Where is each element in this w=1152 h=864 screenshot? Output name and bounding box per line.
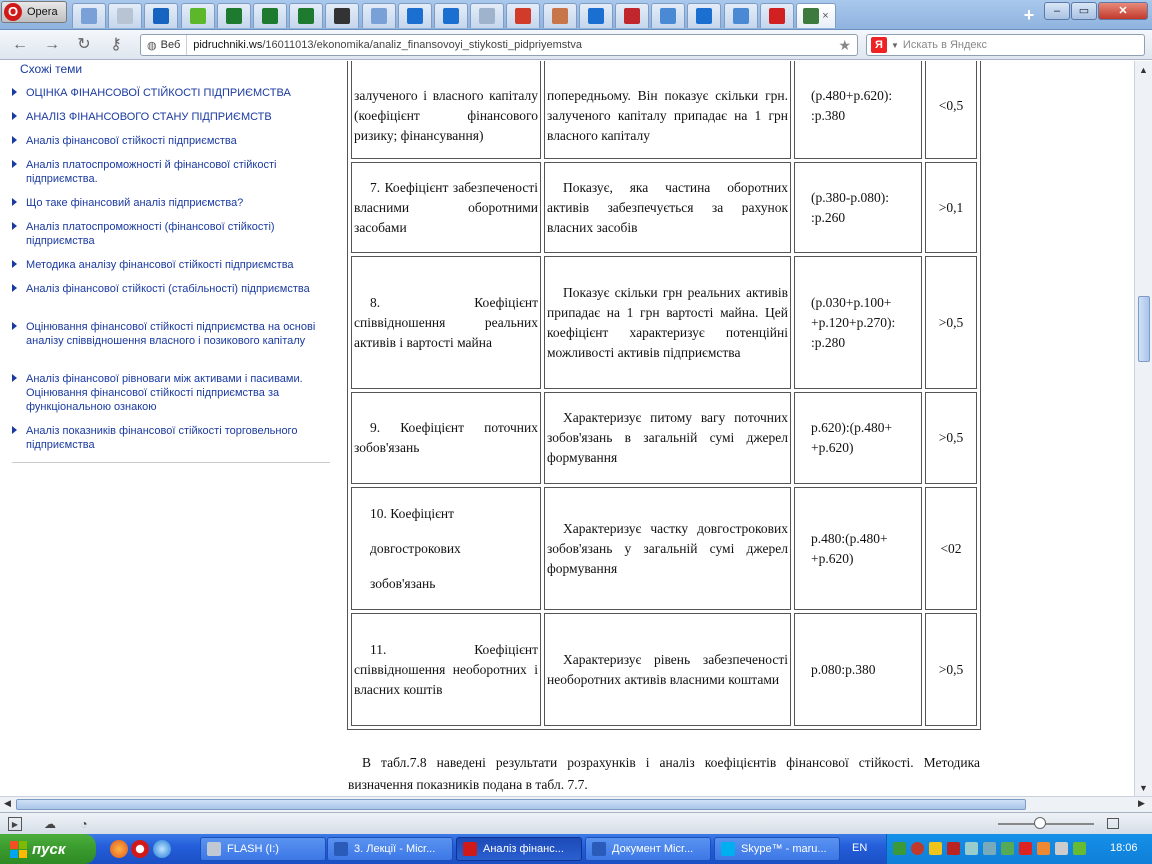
key-icon[interactable]: ⚷ bbox=[110, 36, 122, 53]
tab-bar bbox=[0, 0, 1152, 30]
yandex-icon: Я bbox=[871, 37, 887, 53]
related-topic-label: АНАЛІЗ ФІНАНСОВОГО СТАНУ ПІДПРИЄМСТВ bbox=[26, 111, 272, 123]
url-field[interactable] bbox=[140, 34, 858, 56]
related-topic-label: Що таке фінансовий аналіз підприємства? bbox=[26, 197, 244, 209]
google-icon bbox=[733, 8, 749, 24]
related-topic-link[interactable] bbox=[12, 372, 332, 414]
sidebar-divider bbox=[12, 462, 330, 463]
system-tray bbox=[886, 834, 1152, 864]
related-topic-link[interactable] bbox=[12, 282, 332, 296]
browser-tab[interactable] bbox=[543, 3, 577, 28]
search-field[interactable] bbox=[866, 34, 1145, 56]
taskbar-window-button[interactable] bbox=[585, 837, 711, 861]
table-row bbox=[351, 256, 977, 389]
internet-explorer-icon[interactable] bbox=[153, 840, 171, 858]
tools-icon bbox=[262, 8, 278, 24]
new-tab-plus-icon[interactable]: + bbox=[1023, 5, 1035, 25]
browser-tab[interactable] bbox=[651, 3, 685, 28]
formula-line: (р.030+р.100+ +р.120+р.270): :р.280 bbox=[811, 294, 896, 350]
name-line: 10. Коефіцієнт bbox=[370, 506, 455, 521]
speed-dial-icon[interactable]: ◔ bbox=[80, 817, 88, 831]
page-content bbox=[0, 61, 1134, 796]
search-placeholder: Искать в Яндекс bbox=[902, 39, 987, 51]
bullet-arrow-icon bbox=[12, 426, 17, 434]
info-icon bbox=[153, 8, 169, 24]
tray-app-icon[interactable] bbox=[1001, 842, 1014, 855]
table-cell-formula bbox=[794, 487, 922, 610]
tools-icon bbox=[226, 8, 242, 24]
window-title: FLASH (I:) bbox=[227, 843, 279, 855]
es-icon bbox=[660, 8, 676, 24]
window-title: Документ Micr... bbox=[612, 843, 694, 855]
window-app-icon bbox=[721, 842, 735, 856]
table-cell-formula bbox=[794, 61, 922, 159]
table-cell-description: Характеризує питому вагу поточних зобов'язань в загальній сумі джерел формування bbox=[544, 392, 791, 484]
name-line: зобов'язань bbox=[370, 576, 436, 591]
table-cell-description: Характеризує рівень забезпеченості необоротних активів власними коштами bbox=[544, 613, 791, 726]
page-icon bbox=[81, 8, 97, 24]
horizontal-scroll-thumb[interactable] bbox=[16, 799, 1026, 810]
browser-tab[interactable] bbox=[579, 3, 613, 28]
browser-tab[interactable] bbox=[289, 3, 323, 28]
bullet-arrow-icon bbox=[12, 136, 17, 144]
table-cell-description: Характеризує частку довгострокових зобов'язань у загальній сумі джерел формування bbox=[544, 487, 791, 610]
related-topic-label: Аналіз фінансової стійкості підприємства bbox=[26, 135, 237, 147]
x-icon bbox=[769, 8, 785, 24]
table-cell-name bbox=[351, 487, 541, 610]
related-topic-label: ОЦІНКА ФІНАНСОВОЇ СТІЙКОСТІ ПІДПРИЄМСТВА bbox=[26, 87, 291, 99]
window-app-icon bbox=[592, 842, 606, 856]
cloud-icon[interactable]: ☁ bbox=[44, 817, 56, 831]
bullet-arrow-icon bbox=[12, 112, 17, 120]
table-cell-norm: <02 bbox=[925, 487, 977, 610]
table-row bbox=[351, 61, 977, 159]
tray-network-icon[interactable] bbox=[965, 842, 978, 855]
related-topic-label: Аналіз показників фінансової стійкості торговельного підприємства bbox=[26, 425, 298, 451]
table-cell-description: Показує скільки грн реальних активів припадає на 1 грн вартості майна. Цей коефіцієнт характеризує потенційні можливості активів підприємства bbox=[544, 256, 791, 389]
browser-tab[interactable] bbox=[724, 3, 758, 28]
search-dropdown-icon[interactable]: ▼ bbox=[891, 40, 899, 50]
browser-tab[interactable] bbox=[687, 3, 721, 28]
bullet-arrow-icon bbox=[12, 88, 17, 96]
scroll-left-icon[interactable]: ◀ bbox=[4, 798, 11, 808]
browser-tab[interactable] bbox=[144, 3, 178, 28]
vertical-scrollbar[interactable] bbox=[1134, 61, 1152, 796]
related-topic-link[interactable] bbox=[12, 134, 332, 148]
upload-icon bbox=[696, 8, 712, 24]
browser-tab[interactable] bbox=[72, 3, 106, 28]
opera-logo-icon: O bbox=[4, 3, 22, 21]
forward-arrow-icon[interactable]: → bbox=[44, 36, 60, 53]
address-bar bbox=[0, 30, 1152, 60]
table-cell-formula bbox=[794, 613, 922, 726]
table-cell-formula bbox=[794, 162, 922, 253]
table-row bbox=[351, 392, 977, 484]
tab-close-icon[interactable]: × bbox=[822, 10, 829, 22]
related-topic-label: Методика аналізу фінансової стійкості підприємства bbox=[26, 259, 294, 271]
browser-tab[interactable] bbox=[615, 3, 649, 28]
logo-icon bbox=[515, 8, 531, 24]
taskbar-window-button[interactable] bbox=[327, 837, 453, 861]
related-topic-label: Аналіз платоспроможності й фінансової стійкості підприємства. bbox=[26, 159, 277, 185]
window-app-icon bbox=[463, 842, 477, 856]
vertical-scroll-thumb[interactable] bbox=[1138, 296, 1150, 362]
tray-nvidia-icon[interactable] bbox=[1073, 842, 1086, 855]
related-topic-link[interactable] bbox=[12, 196, 332, 210]
upload-icon bbox=[407, 8, 423, 24]
reload-icon[interactable]: ↻ bbox=[77, 36, 91, 53]
browser-tab[interactable] bbox=[760, 3, 794, 28]
table-cell-name: 9. Коефіцієнт поточних зобов'язань bbox=[351, 392, 541, 484]
upload-icon bbox=[588, 8, 604, 24]
windows-logo-icon bbox=[10, 841, 26, 857]
table-row bbox=[351, 613, 977, 726]
globe-icon: ◍ bbox=[147, 39, 157, 52]
related-topic-link[interactable] bbox=[12, 424, 332, 452]
tray-pdf-icon[interactable] bbox=[947, 842, 960, 855]
browser-tab[interactable] bbox=[181, 3, 215, 28]
status-bar bbox=[0, 812, 1152, 834]
scroll-right-icon[interactable]: ▶ bbox=[1138, 798, 1145, 808]
horizontal-scrollbar[interactable] bbox=[0, 796, 1152, 812]
web-label: Веб bbox=[160, 39, 181, 51]
browser-tab[interactable] bbox=[362, 3, 396, 28]
start-button[interactable] bbox=[0, 834, 96, 864]
table-cell-norm: >0,5 bbox=[925, 256, 977, 389]
panel-toggle-icon[interactable]: ▶ bbox=[8, 817, 22, 831]
related-topics-title: Схожі теми bbox=[20, 62, 83, 76]
name-line: довгострокових bbox=[370, 541, 461, 556]
tray-volume-icon[interactable] bbox=[1055, 842, 1068, 855]
window-app-icon bbox=[334, 842, 348, 856]
tray-antivirus-icon[interactable] bbox=[911, 842, 924, 855]
related-topic-link[interactable] bbox=[12, 158, 332, 186]
chart-icon bbox=[552, 8, 568, 24]
window-title: Skype™ - maru... bbox=[741, 843, 827, 855]
table-cell-norm: >0,5 bbox=[925, 392, 977, 484]
url-text bbox=[187, 39, 582, 51]
bullet-arrow-icon bbox=[12, 374, 17, 382]
opera-menu-button[interactable] bbox=[1, 1, 67, 23]
books-icon bbox=[803, 8, 819, 24]
page-icon bbox=[371, 8, 387, 24]
browser-tab[interactable] bbox=[325, 3, 359, 28]
formula-line: (р.380-р.080): :р.260 bbox=[811, 189, 889, 225]
related-topic-label: Аналіз фінансової рівноваги між активами і пасивами. Оцінювання фінансової стійкості підприємства за функціональною ознакою bbox=[26, 373, 303, 413]
web-badge[interactable] bbox=[141, 35, 187, 55]
zoom-slider-knob[interactable] bbox=[1034, 817, 1046, 829]
fit-page-icon[interactable] bbox=[1107, 818, 1119, 829]
logo-icon bbox=[624, 8, 640, 24]
clock[interactable]: 18:06 bbox=[1110, 842, 1138, 854]
start-label: пуск bbox=[32, 840, 66, 858]
browser-tab[interactable] bbox=[108, 3, 142, 28]
taskbar-window-button[interactable] bbox=[200, 837, 326, 861]
browser-tab[interactable] bbox=[796, 3, 836, 28]
browser-tab[interactable] bbox=[217, 3, 251, 28]
formula-line: р.080:р.380 bbox=[811, 661, 876, 677]
back-arrow-icon[interactable]: ← bbox=[12, 36, 28, 53]
related-topic-link[interactable] bbox=[12, 220, 332, 248]
tray-red-icon[interactable] bbox=[1019, 842, 1032, 855]
scroll-up-icon[interactable]: ▲ bbox=[1139, 65, 1148, 75]
taskbar-window-button[interactable] bbox=[714, 837, 840, 861]
related-topic-link[interactable] bbox=[12, 320, 332, 348]
related-topic-label: Аналіз фінансової стійкості (стабільності) підприємства bbox=[26, 283, 310, 295]
bullet-arrow-icon bbox=[12, 284, 17, 292]
formula-line: р.480:(р.480+ +р.620) bbox=[811, 530, 888, 566]
related-topic-label: Аналіз платоспроможності (фінансової стійкості) підприємства bbox=[26, 221, 275, 247]
bullet-arrow-icon bbox=[12, 322, 17, 330]
scroll-down-icon[interactable]: ▼ bbox=[1139, 783, 1148, 793]
related-topic-link[interactable] bbox=[12, 86, 332, 100]
bookmark-star-icon[interactable]: ★ bbox=[838, 37, 851, 53]
bullet-arrow-icon bbox=[12, 198, 17, 206]
body-paragraph: В табл.7.8 наведені результати розрахунків і аналіз коефіцієнтів фінансової стійкості. Методика визначення показників подана в табл. 7.7. bbox=[348, 755, 980, 792]
table-cell-formula bbox=[794, 392, 922, 484]
table-cell-description: попередньому. Він показує скільки грн. залученого капіталу припадає на 1 грн власного капіталу bbox=[544, 61, 791, 159]
language-indicator[interactable]: EN bbox=[852, 842, 868, 854]
browser-tab[interactable] bbox=[434, 3, 468, 28]
related-topics-sidebar bbox=[0, 61, 340, 796]
url-host: pidruchniki.ws bbox=[193, 39, 263, 51]
maximize-button[interactable]: ▭ bbox=[1071, 2, 1097, 20]
firefox-icon[interactable] bbox=[110, 840, 128, 858]
tray-flame-icon[interactable] bbox=[1037, 842, 1050, 855]
windows-taskbar bbox=[0, 834, 1152, 864]
table-cell-name: 8. Коефіцієнт співвідношення реальних активів і вартості майна bbox=[351, 256, 541, 389]
related-topic-link[interactable] bbox=[12, 110, 332, 124]
apple-icon bbox=[190, 8, 206, 24]
table-cell-norm: <0,5 bbox=[925, 61, 977, 159]
table-cell-name: 7. Коефіцієнт забезпеченості власними оборотними засобами bbox=[351, 162, 541, 253]
minimize-button[interactable]: – bbox=[1044, 2, 1070, 20]
window-title: Аналіз фінанс... bbox=[483, 843, 564, 855]
browser-tab[interactable] bbox=[253, 3, 287, 28]
formula-line: р.620):(р.480+ +р.620) bbox=[811, 420, 893, 455]
table-cell-name: залученого і власного капіталу (коефіцієнт фінансового ризику; фінансування) bbox=[351, 61, 541, 159]
page-icon bbox=[117, 8, 133, 24]
browser-tab[interactable] bbox=[506, 3, 540, 28]
tray-shield-icon[interactable] bbox=[893, 842, 906, 855]
tools-icon bbox=[298, 8, 314, 24]
window-title: 3. Лекції - Micr... bbox=[354, 843, 436, 855]
opera-icon[interactable] bbox=[131, 840, 149, 858]
opera-menu-label: Opera bbox=[27, 6, 58, 18]
table-cell-formula bbox=[794, 256, 922, 389]
page-icon bbox=[479, 8, 495, 24]
related-topic-link[interactable] bbox=[12, 258, 332, 272]
browser-tab[interactable] bbox=[470, 3, 504, 28]
close-window-button[interactable]: ✕ bbox=[1098, 2, 1148, 20]
coefficients-table bbox=[347, 61, 981, 730]
bullet-arrow-icon bbox=[12, 160, 17, 168]
table-cell-description: Показує, яка частина оборотних активів забезпечується за рахунок власних засобів bbox=[544, 162, 791, 253]
url-path: /16011013/ekonomika/analiz_finansovoyi_stiykosti_pidpriyemstva bbox=[262, 39, 582, 51]
bullet-arrow-icon bbox=[12, 222, 17, 230]
zoom-slider-track[interactable] bbox=[998, 823, 1094, 825]
table-row bbox=[351, 162, 977, 253]
upload-icon bbox=[443, 8, 459, 24]
table-cell-norm: >0,1 bbox=[925, 162, 977, 253]
related-topic-label: Оцінювання фінансової стійкості підприємства на основі аналізу співвідношення власного і позикового капіталу bbox=[26, 321, 316, 347]
bullet-arrow-icon bbox=[12, 260, 17, 268]
browser-tab[interactable] bbox=[398, 3, 432, 28]
tray-warning-icon[interactable] bbox=[929, 842, 942, 855]
window-app-icon bbox=[207, 842, 221, 856]
taskbar-window-button[interactable] bbox=[456, 837, 582, 861]
table-cell-name: 11. Коефіцієнт співвідношення необоротних і власних коштів bbox=[351, 613, 541, 726]
formula-line: (р.480+р.620): :р.380 bbox=[811, 88, 893, 123]
tray-usb-icon[interactable] bbox=[983, 842, 996, 855]
table-cell-norm: >0,5 bbox=[925, 613, 977, 726]
li-icon bbox=[334, 8, 350, 24]
table-row bbox=[351, 487, 977, 610]
